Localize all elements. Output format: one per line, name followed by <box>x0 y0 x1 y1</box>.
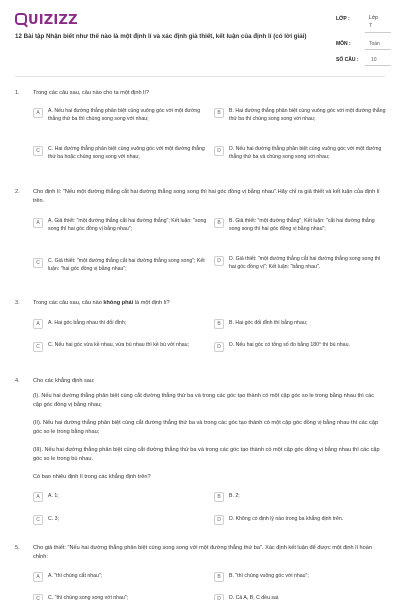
question-text: Trong các câu sau, câu nào không phải là một định lí? <box>33 300 170 306</box>
class-underline <box>365 32 391 33</box>
option-c[interactable] <box>33 258 208 274</box>
option-a[interactable] <box>33 319 208 329</box>
option-text: B. "thì chúng vuông góc với nhau"; <box>229 573 309 580</box>
option-a[interactable] <box>33 492 208 502</box>
question-count-label: SỐ CÂU : <box>336 57 359 63</box>
question-number: 4. <box>15 378 20 384</box>
option-text: D. Nếu hai đường thẳng phân biệt cùng vuông góc với một đường thẳng thứ ba và chúng song song với nhau; <box>229 146 382 160</box>
option-text: D. Không có định lý nào trong ba khẳng định trên. <box>229 516 344 523</box>
option-a[interactable] <box>33 218 208 234</box>
option-text: A. "thì chúng cắt nhau"; <box>48 573 103 580</box>
option-d[interactable] <box>214 342 386 352</box>
option-letter-box[interactable]: B <box>214 319 224 329</box>
option-c[interactable] <box>33 146 208 162</box>
option-letter-box[interactable]: A <box>33 492 43 502</box>
option-b[interactable] <box>214 572 386 582</box>
option-text: B. Giả thiết: "một đường thẳng"; Kết luận: "cắt hai đường thẳng song song thì hai góc đồng vị bằng nhau"; <box>229 218 375 232</box>
option-b[interactable] <box>214 319 386 329</box>
quizizz-logo[interactable]: UIZIZZ <box>15 13 78 28</box>
option-text: A. Nếu hai đường thẳng phân biệt cùng vuông góc với một đường thẳng thứ ba thì chúng song song với nhau; <box>48 108 201 122</box>
statement-item: (I). Nếu hai đường thẳng phân biệt cùng cắt đường thẳng thứ ba và trong các góc tạo thành có một cặp góc so le trong bằng nhau thì các cặp góc đồng vị bằng nhau; <box>33 393 375 408</box>
subject-label: MÔN : <box>336 41 351 47</box>
option-text: A. Hai góc bằng nhau thì đối đỉnh; <box>48 320 127 327</box>
question-count-value: 10 <box>365 57 391 66</box>
option-text: A. Giả thiết: "một đường thẳng cắt hai đường thẳng"; Kết luận: "song song thì hai góc đồng vị bằng nhau"; <box>48 218 207 232</box>
option-a[interactable] <box>33 108 208 124</box>
option-letter-box[interactable]: B <box>214 572 224 582</box>
subject-value: Toán <box>365 41 391 50</box>
option-a[interactable] <box>33 572 208 582</box>
option-letter-box[interactable]: C <box>33 594 43 600</box>
class-label: LỚP : <box>336 16 350 22</box>
question-text: Trong các câu sau, câu nào cho ta một định lí? <box>33 90 150 96</box>
option-letter-box[interactable]: D <box>214 515 224 525</box>
option-letter-box[interactable]: D <box>214 256 224 266</box>
option-letter-box[interactable]: B <box>214 218 224 228</box>
option-letter-box[interactable]: D <box>214 594 224 600</box>
option-text: C. Hai đường thẳng phân biệt cùng vuông góc với một đường thẳng thứ ba hoặc chúng song song với nhau; <box>48 146 205 160</box>
option-c[interactable] <box>33 594 208 600</box>
option-text: C. 3; <box>48 516 59 523</box>
option-text: D. Nếu hai góc có tổng số đo bằng 180° thì bù nhau. <box>229 342 350 348</box>
option-text: B. 2; <box>229 493 240 500</box>
header-divider <box>15 76 385 77</box>
option-text: C. Giả thiết: "một đường thẳng cắt hai đường thẳng song song"; Kết luận: "hai góc đồng vị bằng nhau"; <box>48 258 205 272</box>
option-letter-box[interactable]: A <box>33 572 43 582</box>
statement-item: (III). Nếu hai đường thẳng phân biệt cùng cắt đường thẳng thứ ba và trong các góc tạo thành có một cặp góc đồng vị bằng nhau thì các cặp góc so le trong bù nhau. <box>33 447 380 462</box>
class-value-line2: 7 <box>369 23 372 29</box>
question-ask: Có bao nhiêu định lí trong các khẳng định trên? <box>33 474 151 480</box>
option-b[interactable] <box>214 492 386 502</box>
question-number: 5. <box>15 545 20 551</box>
option-c[interactable] <box>33 342 208 352</box>
option-text: C. Nếu hai góc vừa kề nhau, vừa bù nhau thì kề bù với nhau; <box>48 342 189 348</box>
option-b[interactable] <box>214 108 386 124</box>
option-text: A. 1; <box>48 493 59 500</box>
option-letter-box[interactable]: B <box>214 108 224 118</box>
option-text: B. Hai góc đối đỉnh thì bằng nhau; <box>229 320 308 327</box>
worksheet-title: 12 Bài tập Nhận biết như thế nào là một định lí và xác định giả thiết, kết luận của định lí (có lời giải) <box>15 33 307 40</box>
option-d[interactable] <box>214 594 386 600</box>
option-d[interactable] <box>214 146 386 162</box>
option-letter-box[interactable]: A <box>33 218 43 228</box>
option-text: B. Hai đường thẳng phân biệt cùng vuông góc với một đường thẳng thứ ba thì chúng song song với nhau; <box>229 108 386 122</box>
option-letter-box[interactable]: A <box>33 108 43 118</box>
option-letter-box[interactable]: C <box>33 258 43 268</box>
question-number: 1. <box>15 90 20 96</box>
question-number: 3. <box>15 300 20 306</box>
option-letter-box[interactable]: D <box>214 342 224 352</box>
option-d[interactable] <box>214 256 386 272</box>
option-letter-box[interactable]: C <box>33 146 43 156</box>
question-text: Cho định lí: "Nếu một đường thẳng cắt hai đường thẳng song song thì hai góc đồng vị bằng nhau".Hãy chỉ ra giả thiết và kết luận của định lí trên. <box>33 189 380 204</box>
option-letter-box[interactable]: A <box>33 319 43 329</box>
statement-item: (II). Nếu hai đường thẳng phân biệt cùng cắt đường thẳng thứ ba và trong các góc tạo thành có một cặp góc đồng vị bằng nhau thì các cặp góc so le trong bằng nhau; <box>33 420 379 435</box>
option-letter-box[interactable]: C <box>33 515 43 525</box>
option-letter-box[interactable]: C <box>33 342 43 352</box>
question-text: Cho các khẳng định sau: <box>33 378 95 384</box>
option-b[interactable] <box>214 218 386 234</box>
logo-q-icon <box>15 13 27 25</box>
option-text: D. Cả A, B, C đều sai. <box>229 595 280 600</box>
class-value-line1: Lớp <box>369 15 378 21</box>
option-c[interactable] <box>33 515 208 525</box>
question-emphasis: không phải <box>103 300 134 306</box>
option-d[interactable] <box>214 515 386 525</box>
option-text: D. Giả thiết: "một đường thẳng cắt hai đường thẳng song song thì hai góc đồng vị"; Kết luận: "bằng nhau". <box>229 256 381 270</box>
question-number: 2. <box>15 189 20 195</box>
question-text: Cho giả thiết: "Nếu hai đường thẳng phân biệt cùng song song với một đường thẳng thứ ba". Xác định kết luận để được một định lí hoàn chỉnh: <box>33 545 373 560</box>
option-letter-box[interactable]: D <box>214 146 224 156</box>
option-text: C. "thì chúng song song với nhau"; <box>48 595 129 600</box>
option-letter-box[interactable]: B <box>214 492 224 502</box>
